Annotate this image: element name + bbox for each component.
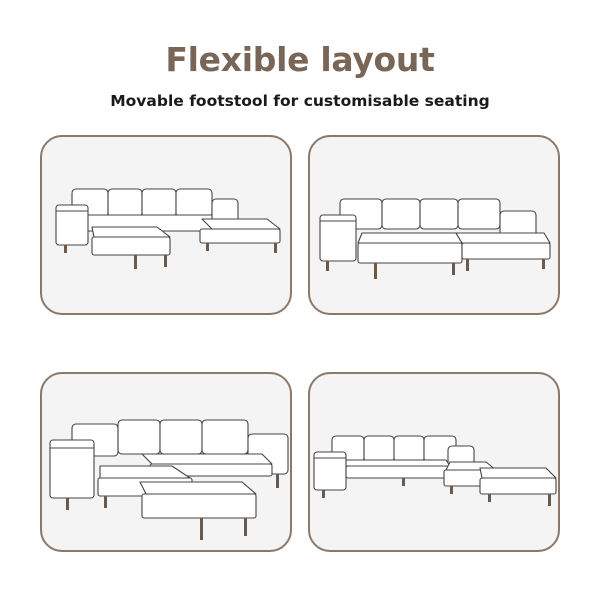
page-subtitle: Movable footstool for customisable seating xyxy=(110,92,490,110)
sofa-staggered-footstools-illustration xyxy=(42,374,292,552)
layout-panel-1 xyxy=(40,135,292,315)
layout-panel-3 xyxy=(40,372,292,552)
layout-panel-2 xyxy=(308,135,560,315)
layout-panel-4 xyxy=(308,372,560,552)
sofa-chaise-left-illustration xyxy=(42,137,292,315)
page-title: Flexible layout xyxy=(165,40,435,79)
sofa-footstools-front-illustration xyxy=(310,137,560,315)
sofa-extended-footstools-illustration xyxy=(310,374,560,552)
